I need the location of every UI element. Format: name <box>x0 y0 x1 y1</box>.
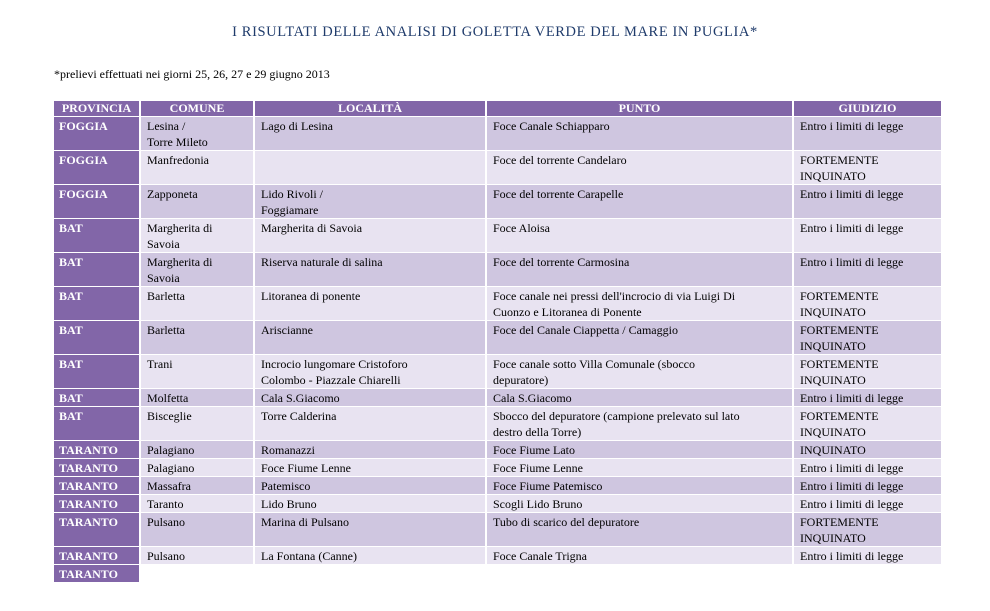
cell-giudizio <box>794 219 941 252</box>
cell-provincia: BAT <box>54 389 139 406</box>
cell-giudizio-line: Entro i limiti di legge <box>800 221 904 235</box>
cell-provincia: BAT <box>54 355 139 388</box>
cell-provincia: FOGGIA <box>54 185 139 218</box>
cell-punto <box>487 321 792 354</box>
cell-punto <box>487 355 792 388</box>
cell-provincia: TARANTO <box>54 477 139 494</box>
table-row <box>54 355 941 388</box>
cell-giudizio-line: INQUINATO <box>800 531 866 545</box>
cell-localita-line: Cala S.Giacomo <box>261 391 340 405</box>
cell-provincia: BAT <box>54 219 139 252</box>
cell-provincia: TARANTO <box>54 547 139 564</box>
cell-punto-line: Foce Fiume Lenne <box>493 461 583 475</box>
cell-comune-line: Barletta <box>147 289 185 303</box>
cell-giudizio-line: FORTEMENTE <box>800 289 879 303</box>
cell-punto-line: Foce Aloisa <box>493 221 550 235</box>
cell-localita-line: Litoranea di ponente <box>261 289 361 303</box>
results-table <box>52 100 943 583</box>
cell-comune <box>141 407 253 440</box>
cell-localita-line: Lido Rivoli / <box>261 187 324 201</box>
cell-comune-line: Savoia <box>147 237 180 251</box>
cell-provincia: FOGGIA <box>54 117 139 150</box>
cell-punto-line: Foce del torrente Carapelle <box>493 187 624 201</box>
cell-punto-line: destro della Torre) <box>493 425 582 439</box>
results-body <box>54 117 941 582</box>
cell-provincia: BAT <box>54 253 139 286</box>
cell-localita <box>255 407 485 440</box>
cell-localita <box>255 495 485 512</box>
cell-comune-line: Bisceglie <box>147 409 192 423</box>
cell-giudizio-line: INQUINATO <box>800 443 866 457</box>
cell-punto-line: Foce del Canale Ciappetta / Camaggio <box>493 323 678 337</box>
cell-localita-line: Lido Bruno <box>261 497 317 511</box>
table-row <box>54 219 941 252</box>
table-row <box>54 253 941 286</box>
cell-comune <box>141 151 253 184</box>
cell-comune-line: Taranto <box>147 497 184 511</box>
cell-comune-line: Massafra <box>147 479 191 493</box>
table-row <box>54 117 941 150</box>
cell-punto-line: Cala S.Giacomo <box>493 391 572 405</box>
cell-punto-line: Foce Fiume Patemisco <box>493 479 603 493</box>
cell-giudizio <box>794 185 941 218</box>
cell-localita-line: La Fontana (Canne) <box>261 549 357 563</box>
cell-punto <box>487 219 792 252</box>
cell-punto <box>487 407 792 440</box>
cell-localita-line: Lago di Lesina <box>261 119 333 133</box>
cell-punto <box>487 477 792 494</box>
cell-comune-line: Lesina / <box>147 119 186 133</box>
cell-localita <box>255 253 485 286</box>
cell-comune <box>141 477 253 494</box>
sampling-note: *prelievi effettuati nei giorni 25, 26, 27 e 29 giugno 2013 <box>54 67 330 81</box>
cell-localita-line: Torre Calderina <box>261 409 337 423</box>
cell-giudizio-line: INQUINATO <box>800 425 866 439</box>
document-title: I RISULTATI DELLE ANALISI DI GOLETTA VERDE DEL MARE IN PUGLIA* <box>232 24 758 40</box>
cell-localita <box>255 459 485 476</box>
cell-giudizio-line: INQUINATO <box>800 339 866 353</box>
cell-comune <box>141 321 253 354</box>
cell-provincia: TARANTO <box>54 495 139 512</box>
cell-localita-line: Riserva naturale di salina <box>261 255 383 269</box>
cell-punto <box>487 459 792 476</box>
cell-localita <box>255 287 485 320</box>
cell-punto-line: Foce Canale Schiapparo <box>493 119 610 133</box>
cell-giudizio-line: Entro i limiti di legge <box>800 549 904 563</box>
cell-comune <box>141 117 253 150</box>
cell-provincia: TARANTO <box>54 459 139 476</box>
cell-comune-line: Molfetta <box>147 391 189 405</box>
cell-giudizio-line: FORTEMENTE <box>800 357 879 371</box>
cell-provincia: TARANTO <box>54 565 139 582</box>
cell-localita <box>255 321 485 354</box>
header-giudizio: GIUDIZIO <box>794 101 941 116</box>
cell-giudizio <box>794 459 941 476</box>
cell-localita <box>255 117 485 150</box>
cell-comune <box>141 219 253 252</box>
cell-provincia: BAT <box>54 287 139 320</box>
cell-comune-line: Pulsano <box>147 515 186 529</box>
cell-localita <box>255 547 485 564</box>
table-row <box>54 495 941 512</box>
table-row <box>54 547 941 564</box>
cell-punto-line: Foce Canale Trigna <box>493 549 587 563</box>
cell-giudizio <box>794 389 941 406</box>
cell-punto-line: Foce Fiume Lato <box>493 443 575 457</box>
cell-localita <box>255 389 485 406</box>
cell-comune-line: Margherita di <box>147 221 213 235</box>
cell-comune-line: Pulsano <box>147 549 186 563</box>
cell-punto <box>487 287 792 320</box>
cell-punto-line: Foce del torrente Carmosina <box>493 255 630 269</box>
cell-punto <box>487 441 792 458</box>
cell-comune-line: Torre Mileto <box>147 135 208 149</box>
cell-giudizio <box>794 565 941 582</box>
cell-comune-line: Manfredonia <box>147 153 209 167</box>
cell-giudizio <box>794 495 941 512</box>
cell-giudizio <box>794 151 941 184</box>
cell-giudizio-line: INQUINATO <box>800 305 866 319</box>
table-row <box>54 287 941 320</box>
cell-giudizio <box>794 321 941 354</box>
cell-comune <box>141 459 253 476</box>
cell-punto <box>487 151 792 184</box>
cell-punto <box>487 253 792 286</box>
cell-comune <box>141 495 253 512</box>
cell-comune <box>141 547 253 564</box>
cell-provincia: FOGGIA <box>54 151 139 184</box>
header-punto: PUNTO <box>487 101 792 116</box>
cell-punto <box>487 389 792 406</box>
cell-localita <box>255 151 485 184</box>
table-row <box>54 459 941 476</box>
cell-giudizio <box>794 407 941 440</box>
cell-giudizio <box>794 477 941 494</box>
cell-giudizio-line: Entro i limiti di legge <box>800 461 904 475</box>
cell-localita-line: Romanazzi <box>261 443 315 457</box>
cell-punto <box>487 513 792 546</box>
table-row <box>54 389 941 406</box>
cell-giudizio <box>794 287 941 320</box>
cell-localita-line: Colombo - Piazzale Chiarelli <box>261 373 401 387</box>
cell-giudizio-line: FORTEMENTE <box>800 323 879 337</box>
cell-punto-line: Cuonzo e Litoranea di Ponente <box>493 305 642 319</box>
cell-giudizio <box>794 513 941 546</box>
cell-punto <box>487 117 792 150</box>
cell-comune <box>141 513 253 546</box>
cell-localita <box>255 565 485 582</box>
cell-punto-line: depuratore) <box>493 373 549 387</box>
cell-punto <box>487 185 792 218</box>
cell-punto-line: Sbocco del depuratore (campione prelevato sul lato <box>493 409 740 423</box>
cell-localita-line: Foce Fiume Lenne <box>261 461 351 475</box>
cell-comune <box>141 287 253 320</box>
cell-comune <box>141 185 253 218</box>
cell-localita-line: Foggiamare <box>261 203 319 217</box>
cell-giudizio-line: INQUINATO <box>800 373 866 387</box>
cell-comune-line: Palagiano <box>147 443 195 457</box>
table-row <box>54 321 941 354</box>
header-comune: COMUNE <box>141 101 253 116</box>
cell-punto-line: Tubo di scarico del depuratore <box>493 515 640 529</box>
cell-localita <box>255 219 485 252</box>
header-row <box>54 101 941 116</box>
cell-giudizio <box>794 253 941 286</box>
cell-localita-line: Patemisco <box>261 479 311 493</box>
header-localita: LOCALITÀ <box>255 101 485 116</box>
table-row <box>54 477 941 494</box>
cell-giudizio <box>794 547 941 564</box>
cell-punto-line: Foce del torrente Candelaro <box>493 153 627 167</box>
cell-comune <box>141 389 253 406</box>
cell-comune <box>141 441 253 458</box>
cell-giudizio-line: INQUINATO <box>800 169 866 183</box>
cell-comune-line: Barletta <box>147 323 185 337</box>
header-provincia: PROVINCIA <box>54 101 139 116</box>
table-row <box>54 565 941 582</box>
cell-punto-line: Foce canale sotto Villa Comunale (sbocco <box>493 357 696 371</box>
cell-comune <box>141 355 253 388</box>
cell-punto-line: Scogli Lido Bruno <box>493 497 583 511</box>
cell-comune-line: Palagiano <box>147 461 195 475</box>
cell-giudizio-line: Entro i limiti di legge <box>800 187 904 201</box>
cell-comune-line: Margherita di <box>147 255 213 269</box>
cell-localita-line: Margherita di Savoia <box>261 221 363 235</box>
cell-localita-line: Marina di Pulsano <box>261 515 349 529</box>
cell-comune <box>141 565 253 582</box>
table-row <box>54 441 941 458</box>
cell-giudizio-line: FORTEMENTE <box>800 153 879 167</box>
table-row <box>54 151 941 184</box>
cell-comune-line: Trani <box>147 357 173 371</box>
cell-giudizio-line: FORTEMENTE <box>800 409 879 423</box>
cell-localita <box>255 477 485 494</box>
cell-localita <box>255 355 485 388</box>
cell-giudizio-line: Entro i limiti di legge <box>800 119 904 133</box>
cell-provincia: BAT <box>54 407 139 440</box>
cell-localita <box>255 441 485 458</box>
cell-punto <box>487 565 792 582</box>
cell-punto <box>487 547 792 564</box>
cell-punto-line: Foce canale nei pressi dell'incrocio di via Luigi Di <box>493 289 736 303</box>
cell-giudizio-line: Entro i limiti di legge <box>800 497 904 511</box>
cell-comune-line: Zapponeta <box>147 187 198 201</box>
cell-giudizio-line: Entro i limiti di legge <box>800 479 904 493</box>
cell-comune <box>141 253 253 286</box>
cell-giudizio-line: Entro i limiti di legge <box>800 391 904 405</box>
cell-giudizio <box>794 117 941 150</box>
cell-giudizio-line: FORTEMENTE <box>800 515 879 529</box>
cell-comune-line: Savoia <box>147 271 180 285</box>
cell-localita <box>255 513 485 546</box>
table-row <box>54 513 941 546</box>
cell-localita-line: Incrocio lungomare Cristoforo <box>261 357 408 371</box>
cell-giudizio-line: Entro i limiti di legge <box>800 255 904 269</box>
table-row <box>54 185 941 218</box>
cell-localita-line: Ariscianne <box>261 323 313 337</box>
table-row <box>54 407 941 440</box>
cell-giudizio <box>794 355 941 388</box>
cell-giudizio <box>794 441 941 458</box>
cell-provincia: TARANTO <box>54 441 139 458</box>
cell-localita <box>255 185 485 218</box>
cell-provincia: TARANTO <box>54 513 139 546</box>
cell-provincia: BAT <box>54 321 139 354</box>
cell-punto <box>487 495 792 512</box>
